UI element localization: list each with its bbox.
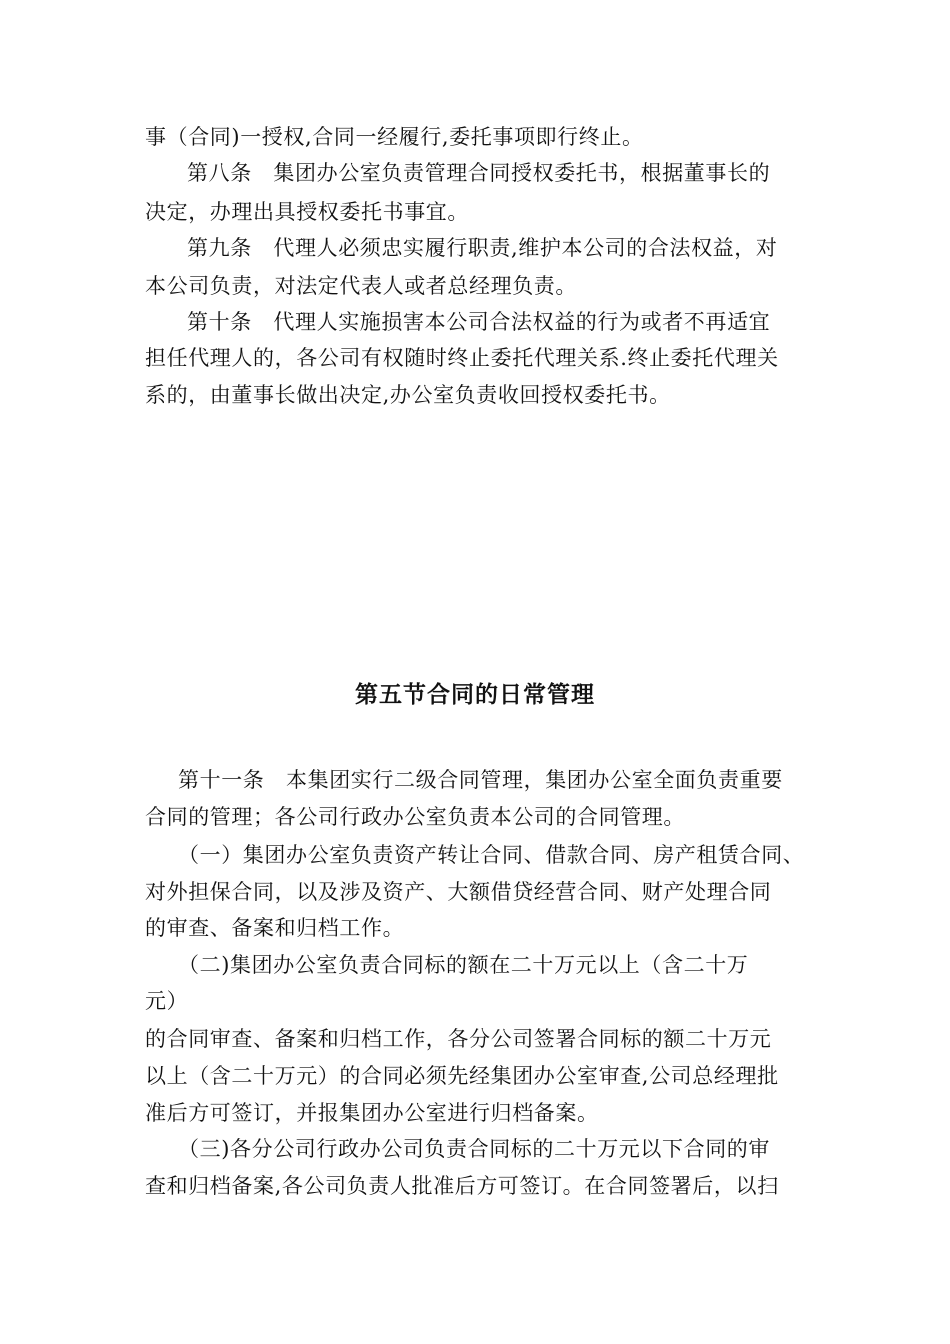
paragraph-line: 元） [145, 989, 189, 1013]
clause-2-line: （二)集团办公室负责合同标的额在二十万元以上（含二十万 [178, 953, 749, 977]
article-11-line: 第十一条 本集团实行二级合同管理，集团办公室全面负责重要 [178, 768, 783, 792]
article-9-line: 第九条 代理人必须忠实履行职责,维护本公司的合法权益，对 [187, 236, 778, 260]
paragraph-line: 本公司负责，对法定代表人或者总经理负责。 [145, 274, 577, 298]
paragraph-line: 对外担保合同，以及涉及资产、大额借贷经营合同、财产处理合同 [145, 880, 772, 904]
article-8-line: 第八条 集团办公室负责管理合同授权委托书，根据董事长的 [187, 161, 771, 185]
section-heading: 第五节合同的日常管理 [355, 682, 595, 708]
clause-3-line: （三)各分公司行政办公司负责合同标的二十万元以下合同的审 [178, 1137, 770, 1161]
paragraph-line: 担任代理人的，各公司有权随时终止委托代理关系.终止委托代理关 [145, 346, 779, 370]
paragraph-line: 的审查、备案和归档工作。 [145, 916, 405, 940]
article-10-line: 第十条 代理人实施损害本公司合法权益的行为或者不再适宜 [187, 310, 771, 334]
paragraph-line: 合同的管理；各公司行政办公室负责本公司的合同管理。 [145, 805, 685, 829]
paragraph-line: 事（合同)一授权,合同一经履行,委托事项即行终止。 [145, 125, 644, 149]
paragraph-line: 的合同审查、备案和归档工作，各分公司签署合同标的额二十万元 [145, 1027, 772, 1051]
paragraph-line: 系的，由董事长做出决定,办公室负责收回授权委托书。 [145, 383, 671, 407]
paragraph-line: 以上（含二十万元）的合同必须先经集团办公室审查,公司总经理批 [145, 1064, 779, 1088]
paragraph-line: 决定，办理出具授权委托书事宜。 [145, 200, 469, 224]
clause-1-line: （一）集团办公室负责资产转让合同、借款合同、房产租赁合同、 [178, 843, 805, 867]
paragraph-line: 准后方可签订，并报集团办公室进行归档备案。 [145, 1101, 599, 1125]
paragraph-line: 查和归档备案,各公司负责人批准后方可签订。在合同签署后，以扫 [145, 1174, 779, 1198]
